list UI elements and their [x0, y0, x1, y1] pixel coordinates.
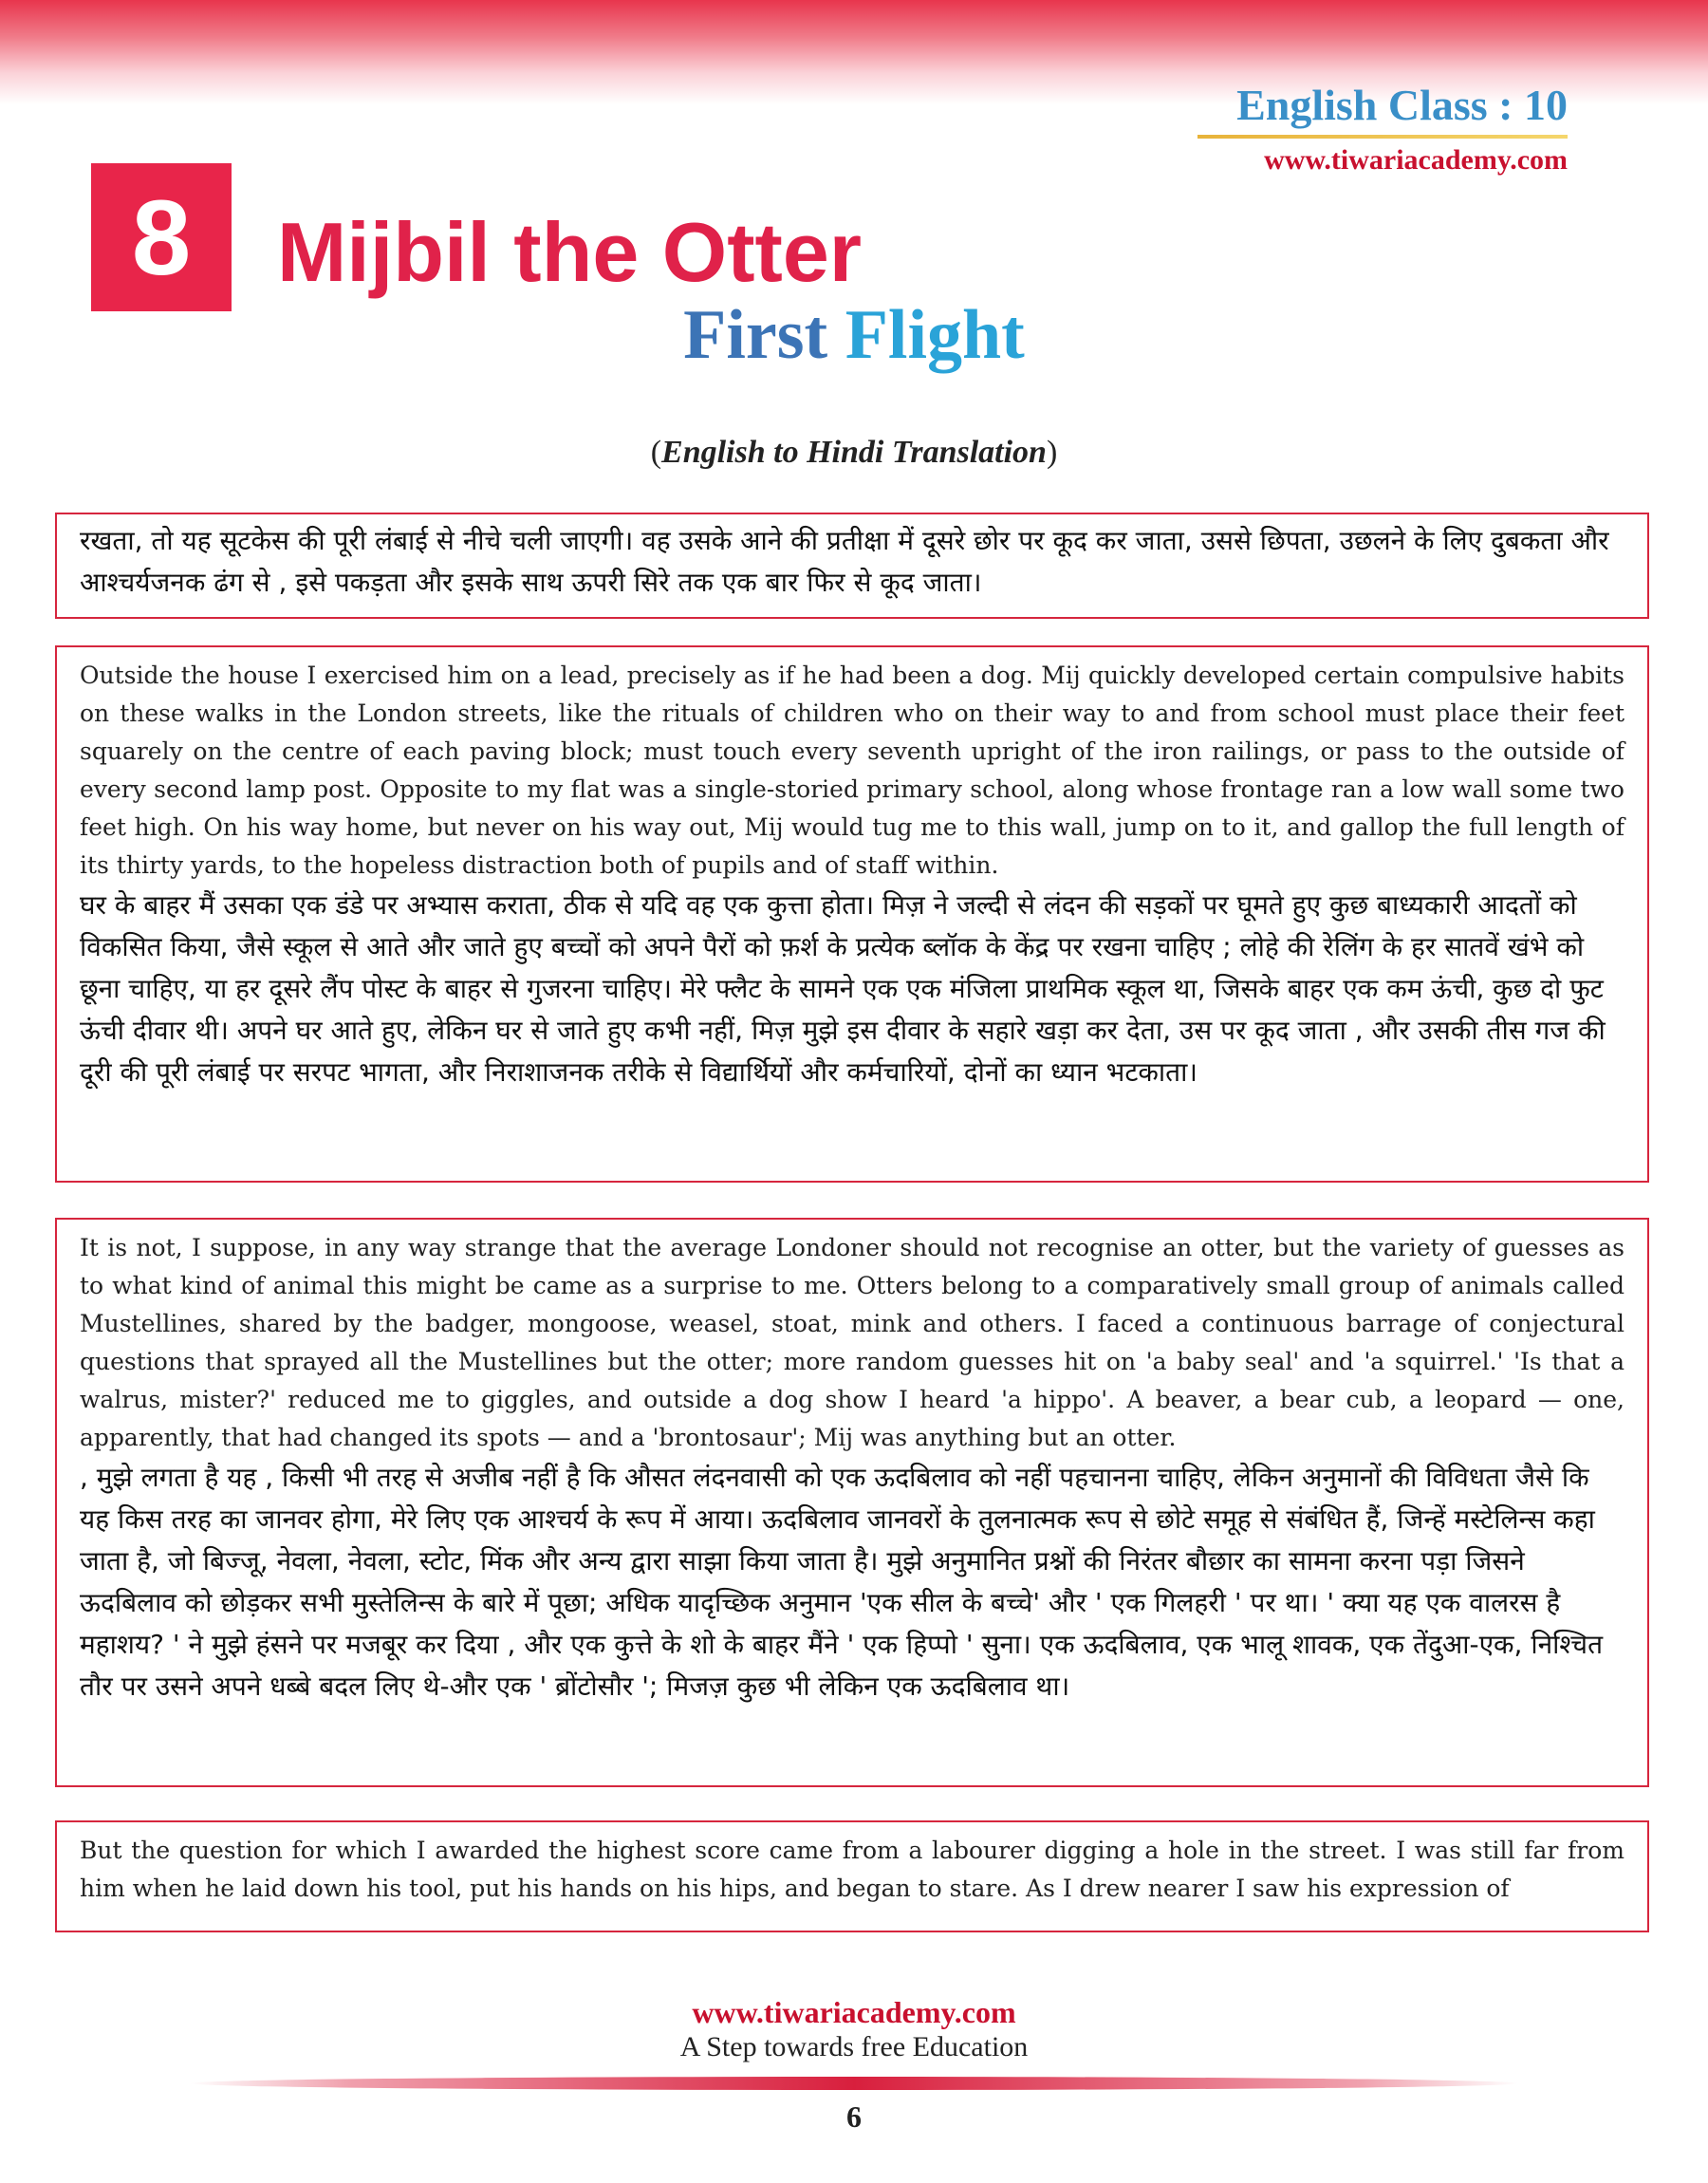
subtitle-paren-close: )	[1046, 435, 1058, 470]
chapter-number-badge: 8	[91, 163, 232, 311]
passage-box-3	[55, 1218, 1649, 1787]
header-site-link[interactable]: www.tiwariacademy.com	[1264, 144, 1568, 176]
brand-underline	[1197, 135, 1568, 139]
hindi-translation: रखता, तो यह सूटकेस की पूरी लंबाई से नीचे चली जाएगी। वह उसके आने की प्रतीक्षा में दूसरे छोर पर कूद कर जाता, उससे छिपता, उछलने के लिए दुबकता और आश्चर्यजनक ढंग से , इसे पकड़ता और इसके साथ ऊपरी सिरे तक एक बार फिर से कूद जाता।	[80, 525, 1609, 598]
hindi-translation: घर के बाहर मैं उसका एक डंडे पर अभ्यास कराता, ठीक से यदि वह एक कुत्ता होता। मिज़ ने जल्दी से लंदन की सड़कों पर घूमते हुए कुछ बाध्यकारी आदतों को विकसित किया, जैसे स्कूल से आते और जाते हुए बच्चों को अपने पैरों को फ़र्श के प्रत्येक ब्लॉक के केंद्र पर रखना चाहिए ; लोहे की रेलिंग के हर सातवें खंभे को छूना चाहिए, या हर दूसरे लैंप पोस्ट के बाहर से गुजरना चाहिए। मेरे फ्लैट के सामने एक एक मंजिला प्राथमिक स्कूल था, जिसके बाहर एक कम ऊंची, कुछ दो फुट ऊंची दीवार थी। अपने घर आते हुए, लेकिन घर से जाते हुए कभी नहीं, मिज़ मुझे इस दीवार के सहारे खड़ा कर देता, उस पर कूद जाता , और उसकी तीस गज की दूरी की पूरी लंबाई पर सरपट भागता, और निराशाजनक तरीके से विद्यार्थियों और कर्मचारियों, दोनों का ध्यान भटकाता।	[80, 889, 1606, 1088]
subtitle-text: English to Hindi Translation	[661, 435, 1047, 470]
brand-block	[1197, 81, 1568, 176]
chapter-title: Mijbil the Otter	[277, 205, 862, 299]
book-title	[0, 296, 1708, 374]
english-text: But the question for which I awarded the highest score came from a labourer digging a hole in the street. I was still far from him when he laid down his tool, put his hands on his hips, and began to stare. As I drew nearer I saw his expression of	[80, 1837, 1624, 1902]
hindi-translation: , मुझे लगता है यह , किसी भी तरह से अजीब नहीं है कि औसत लंदनवासी को एक ऊदबिलाव को नहीं पहचानना चाहिए, लेकिन अनुमानों की विविधता जैसे कि यह किस तरह का जानवर होगा, मेरे लिए एक आश्चर्य के रूप में आया। ऊदबिलाव जानवरों के तुलनात्मक रूप से छोटे समूह से संबंधित हैं, जिन्हें मस्टेलिन्स कहा जाता है, जो बिज्जू, नेवला, नेवला, स्टोट, मिंक और अन्य द्वारा साझा किया जाता है। मुझे अनुमानित प्रश्नों की निरंतर बौछार का सामना करना पड़ा जिसने ऊदबिलाव को छोड़कर सभी मुस्तेलिन्स के बारे में पूछा; अधिक यादृच्छिक अनुमान 'एक सील के बच्चे' और ' एक गिलहरी ' पर था। ' क्या यह एक वालरस है महाशय? ' ने मुझे हंसने पर मजबूर कर दिया , और एक कुत्ते के शो के बाहर मैंने ' एक हिप्पो ' सुना। एक ऊदबिलाव, एक भालू शावक, एक तेंदुआ-एक, निश्चित तौर पर उसने अपने धब्बे बदल लिए थे-और एक ' ब्रोंटोसौर '; मिजज़ कुछ भी लेकिन एक ऊदबिलाव था।	[80, 1462, 1604, 1702]
class-label: English Class : 10	[1236, 81, 1568, 129]
page-number: 6	[846, 2099, 862, 2134]
subtitle-paren-open: (	[650, 435, 662, 470]
footer-site-link[interactable]: www.tiwariacademy.com	[692, 1995, 1016, 2029]
book-title-word-2: Flight	[845, 296, 1025, 374]
english-text: Outside the house I exercised him on a lead, precisely as if he had been a dog. Mij quickly developed certain compulsive habits on these walks in the London streets, like the rituals of children who on their way to and from school must place their feet squarely on the centre of each paving block; must touch every seventh upright of the iron railings, or pass to the outside of every second lamp post. Opposite to my flat was a single-storied primary school, along whose frontage ran a low wall some two feet high. On his way home, but never on his way out, Mij would tug me to this wall, jump on to it, and gallop the full length of its thirty yards, to the hopeless distraction both of pupils and of staff within.	[80, 662, 1624, 879]
footer-tagline: A Step towards free Education	[679, 2031, 1029, 2062]
passage-box-2	[55, 645, 1649, 1183]
english-text: It is not, I suppose, in any way strange that the average Londoner should not recognise an otter, but the variety of guesses as to what kind of animal this might be came as a surprise to me. Otters belong to a comparatively small group of animals called Mustellines, shared by the badger, mongoose, weasel, stoat, mink and others. I faced a continuous barrage of conjectural questions that sprayed all the Mustellines but the otter; more random guesses hit on 'a baby seal' and 'a squirrel.' 'Is that a walrus, mister?' reduced me to giggles, and outside a dog show I heard 'a hippo'. A beaver, a bear cub, a leopard — one, apparently, that had changed its spots — and a 'brontosaur'; Mij was anything but an otter.	[80, 1234, 1624, 1451]
book-title-word-1: First	[683, 296, 828, 374]
passage-box-4	[55, 1820, 1649, 1932]
passage-box-1	[55, 513, 1649, 619]
footer-divider	[190, 2077, 1518, 2090]
subtitle	[0, 435, 1708, 471]
